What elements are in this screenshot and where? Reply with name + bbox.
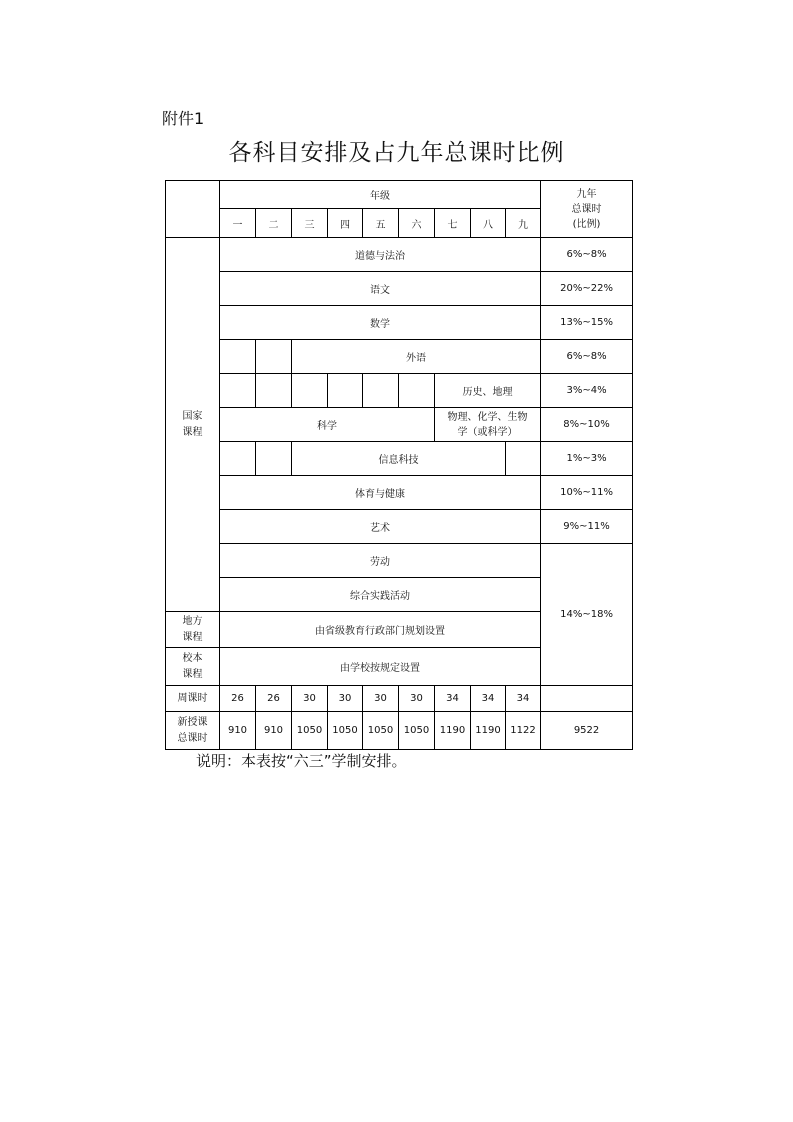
grade-7: 七 <box>435 209 471 238</box>
row-labor <box>166 544 633 578</box>
subject-science: 科学 <box>220 408 435 442</box>
empty-cell <box>256 374 292 408</box>
school-label-line-1: 校本 <box>182 652 203 664</box>
ratio-art: 9%~11% <box>541 510 633 544</box>
new-hours-2: 910 <box>256 712 292 750</box>
subject-foreign: 外语 <box>292 340 541 374</box>
total-hours-header <box>541 181 633 238</box>
empty-cell <box>220 340 256 374</box>
ratio-foreign: 6%~8% <box>541 340 633 374</box>
curriculum-table <box>165 180 633 750</box>
subject-local: 由省级教育行政部门规划设置 <box>220 612 541 648</box>
empty-cell <box>328 374 363 408</box>
weekly-hours-3: 30 <box>292 686 328 712</box>
new-hours-7: 1190 <box>435 712 471 750</box>
new-hours-3: 1050 <box>292 712 328 750</box>
row-chinese <box>166 272 633 306</box>
new-hours-label <box>166 712 220 750</box>
weekly-hours-5: 30 <box>363 686 399 712</box>
science-upper-line-2: 学（或科学） <box>457 426 518 438</box>
subject-practice: 综合实践活动 <box>220 578 541 612</box>
new-hours-label-line-2: 总课时 <box>177 732 208 744</box>
grade-3: 三 <box>292 209 328 238</box>
new-hours-1: 910 <box>220 712 256 750</box>
row-foreign <box>166 340 633 374</box>
row-history <box>166 374 633 408</box>
national-course-label <box>166 238 220 612</box>
weekly-hours-label: 周课时 <box>166 686 220 712</box>
subject-science-upper <box>435 408 541 442</box>
footnote: 说明：本表按“六三”学制安排。 <box>196 752 407 770</box>
empty-cell <box>220 374 256 408</box>
new-hours-5: 1050 <box>363 712 399 750</box>
grade-4: 四 <box>328 209 363 238</box>
new-hours-total: 9522 <box>541 712 633 750</box>
ratio-chinese: 20%~22% <box>541 272 633 306</box>
grade-1: 一 <box>220 209 256 238</box>
subject-chinese: 语文 <box>220 272 541 306</box>
row-science <box>166 408 633 442</box>
grade-5: 五 <box>363 209 399 238</box>
weekly-hours-9: 34 <box>506 686 541 712</box>
subject-art: 艺术 <box>220 510 541 544</box>
local-course-label <box>166 612 220 648</box>
row-art <box>166 510 633 544</box>
weekly-hours-7: 34 <box>435 686 471 712</box>
row-math <box>166 306 633 340</box>
grade-9: 九 <box>506 209 541 238</box>
subject-pe: 体育与健康 <box>220 476 541 510</box>
new-hours-4: 1050 <box>328 712 363 750</box>
empty-cell <box>256 340 292 374</box>
row-it <box>166 442 633 476</box>
row-pe <box>166 476 633 510</box>
empty-cell <box>399 374 435 408</box>
school-label-line-2: 课程 <box>182 668 203 680</box>
row-morality <box>166 238 633 272</box>
ratio-morality: 6%~8% <box>541 238 633 272</box>
table-header-row <box>166 181 633 209</box>
row-new-hours <box>166 712 633 750</box>
school-course-label <box>166 648 220 686</box>
science-upper-line-1: 物理、化学、生物 <box>447 411 528 423</box>
attachment-label: 附件1 <box>162 109 205 128</box>
subject-it: 信息科技 <box>292 442 506 476</box>
weekly-hours-4: 30 <box>328 686 363 712</box>
subject-history: 历史、地理 <box>435 374 541 408</box>
ratio-history: 3%~4% <box>541 374 633 408</box>
national-label-line-1: 国家 <box>182 410 203 422</box>
new-hours-6: 1050 <box>399 712 435 750</box>
row-weekly-hours <box>166 686 633 712</box>
weekly-hours-2: 26 <box>256 686 292 712</box>
empty-cell <box>292 374 328 408</box>
ratio-shared: 14%~18% <box>541 544 633 686</box>
grade-6: 六 <box>399 209 435 238</box>
new-hours-9: 1122 <box>506 712 541 750</box>
weekly-hours-1: 26 <box>220 686 256 712</box>
grade-8: 八 <box>471 209 506 238</box>
grade-label: 年级 <box>220 181 541 209</box>
ratio-math: 13%~15% <box>541 306 633 340</box>
corner-cell <box>166 181 220 238</box>
empty-cell <box>506 442 541 476</box>
total-header-line-1: 九年 <box>576 188 597 200</box>
ratio-it: 1%~3% <box>541 442 633 476</box>
weekly-hours-total <box>541 686 633 712</box>
total-header-line-2: 总课时 <box>571 203 602 215</box>
empty-cell <box>220 442 256 476</box>
total-header-line-3: (比例) <box>572 218 601 230</box>
new-hours-8: 1190 <box>471 712 506 750</box>
page-title: 各科目安排及占九年总课时比例 <box>228 140 565 166</box>
weekly-hours-8: 34 <box>471 686 506 712</box>
subject-morality: 道德与法治 <box>220 238 541 272</box>
weekly-hours-6: 30 <box>399 686 435 712</box>
local-label-line-2: 课程 <box>182 631 203 643</box>
subject-labor: 劳动 <box>220 544 541 578</box>
grade-2: 二 <box>256 209 292 238</box>
subject-math: 数学 <box>220 306 541 340</box>
national-label-line-2: 课程 <box>182 426 203 438</box>
new-hours-label-line-1: 新授课 <box>177 716 208 728</box>
empty-cell <box>256 442 292 476</box>
subject-school: 由学校按规定设置 <box>220 648 541 686</box>
local-label-line-1: 地方 <box>182 615 203 627</box>
ratio-science: 8%~10% <box>541 408 633 442</box>
ratio-pe: 10%~11% <box>541 476 633 510</box>
empty-cell <box>363 374 399 408</box>
